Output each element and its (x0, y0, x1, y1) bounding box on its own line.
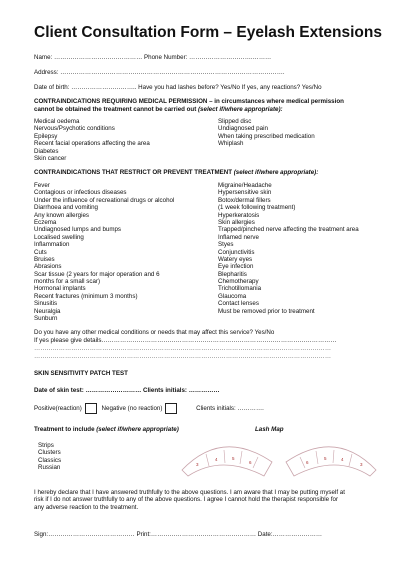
list-item[interactable]: Eczema (34, 218, 57, 226)
list-item[interactable]: Botox/dermal fillers (218, 196, 271, 204)
name-phone-field[interactable]: Name: ……………………….…………… Phone Number: ………………………….……… (34, 54, 272, 61)
list-item[interactable]: Hormonal implants (34, 285, 86, 293)
declaration-line: risk if I do not answer truthfully to any of the above questions. I agree I cannot hold the therapist responsible for (34, 496, 339, 504)
clients-initials-field[interactable]: Clients initials: …………. (196, 405, 264, 413)
list-item[interactable]: Epilepsy (34, 132, 58, 140)
treatment-heading-italic: (select if/where appropriate) (96, 426, 179, 433)
permission-heading-italic: (select if/where appropriate): (198, 105, 283, 113)
list-item[interactable]: Chemotherapy (218, 278, 259, 286)
permission-right-list (218, 118, 315, 148)
zone-number: 3 (196, 462, 199, 467)
list-item[interactable]: Undiagnosed lumps and bumps (34, 226, 122, 234)
details-continuation[interactable]: ……………………………………………………………………………………………………………………………… (34, 345, 331, 352)
list-item[interactable]: Blepharitis (218, 270, 247, 278)
treatment-heading (34, 426, 179, 433)
address-field[interactable]: Address: ………………………………………………………………………………………………. (34, 69, 285, 76)
list-item[interactable]: Inflammation (34, 241, 70, 249)
list-item[interactable]: Trapped/pinched nerve affecting the treatment area (218, 226, 359, 234)
list-item[interactable]: Medical oedema (34, 118, 80, 125)
list-item[interactable]: Scar tissue (2 years for major operation and 6 (34, 270, 160, 278)
list-item[interactable]: Glaucoma (218, 292, 247, 300)
list-item: months for a small scar) (34, 278, 101, 286)
list-item[interactable]: Diabetes (34, 147, 59, 155)
details-field[interactable]: If yes please give details…………………………………………………………………………………………………… (34, 337, 337, 344)
treatment-options (38, 442, 61, 472)
list-item[interactable]: Recent fractures (minimum 3 months) (34, 292, 138, 300)
list-item[interactable]: Cuts (34, 248, 47, 256)
permission-heading-bold: cannot be obtained the treatment cannot be carried out (34, 105, 198, 113)
patch-test-date-field[interactable]: Date of skin test: ……………………… Clients initials: …………… (34, 387, 220, 394)
list-item[interactable]: Watery eyes (218, 255, 253, 263)
zone-number: 4 (215, 457, 218, 462)
treatment-option-strips[interactable]: Strips (38, 442, 54, 449)
declaration-line: any adverse reaction to the treatment. (34, 503, 139, 511)
treatment-heading-bold: Treatment to include (34, 426, 97, 433)
list-item[interactable]: Contagious or infectious diseases (34, 189, 127, 197)
dob-lashes-field[interactable]: Date of birth: ………………………….. Have you had lashes before? Yes/No If yes, any reactions? Yes/No (34, 84, 322, 91)
list-item[interactable]: Diarrhoea and vomiting (34, 204, 98, 212)
details-continuation[interactable]: ……………………………………………………………………………………………………………………………… (34, 353, 331, 360)
permission-heading-line1: CONTRAINDICATIONS REQUIRING MEDICAL PERMISSION – in circumstances where medical permission (34, 98, 344, 105)
list-item[interactable]: Neuralgia (34, 307, 61, 315)
restrict-heading-italic: (select if/where appropriate): (233, 169, 319, 176)
treatment-option-russian[interactable]: Russian (38, 464, 61, 472)
negative-label: Negative (no reaction) (101, 405, 163, 413)
other-conditions-question[interactable]: Do you have any other medical conditions or needs that may affect this service? Yes/No (34, 329, 275, 336)
list-item[interactable]: Recent facial operations affecting the area (34, 140, 150, 148)
list-item[interactable]: Whiplash (218, 140, 244, 148)
right-lash-map[interactable] (280, 436, 380, 480)
list-item[interactable]: Contact lenses (218, 300, 259, 308)
list-item[interactable]: Sunburn (34, 315, 58, 323)
permission-left-list (34, 118, 150, 162)
list-item[interactable]: Styes (218, 241, 234, 249)
list-item[interactable]: Slipped disc (218, 118, 252, 125)
zone-number: 5 (324, 456, 327, 461)
zone-number: 4 (341, 457, 344, 462)
restrict-heading (34, 169, 318, 176)
list-item[interactable]: Hyperkeratosis (218, 211, 260, 219)
list-item[interactable]: Trichotillomania (218, 285, 262, 293)
patch-test-heading: SKIN SENSITIVITY PATCH TEST (34, 370, 128, 377)
positive-checkbox[interactable] (85, 403, 97, 414)
list-item[interactable]: Abrasions (34, 263, 62, 271)
signature-row[interactable]: Sign:…………………………………… Print:…………………………………………… Date:…………………… (34, 531, 323, 538)
lash-map-label: Lash Map (255, 426, 284, 433)
list-item[interactable]: Localised swelling (34, 233, 84, 241)
declaration-line: I hereby declare that I have answered truthfully to the above questions. I am aware that I may be putting myself at (34, 489, 345, 496)
list-item[interactable]: When taking prescribed medication (218, 132, 315, 140)
form-title: Client Consultation Form – Eyelash Extensions (34, 24, 382, 41)
zone-number: 3 (360, 462, 363, 467)
list-item[interactable]: Nervous/Psychotic conditions (34, 125, 115, 133)
zone-number: 5 (232, 456, 235, 461)
zone-number: 6 (249, 460, 252, 465)
list-item[interactable]: Sinusitis (34, 300, 58, 308)
list-item: (1 week following treatment) (218, 204, 296, 212)
list-item[interactable]: Any known allergies (34, 211, 90, 219)
treatment-option-classics[interactable]: Classics (38, 456, 62, 464)
permission-heading-line2 (34, 106, 283, 113)
list-item: Must be removed prior to treatment (218, 307, 315, 315)
list-item[interactable]: Hypersensitive skin (218, 189, 272, 197)
list-item[interactable]: Skin cancer (34, 154, 67, 162)
list-item[interactable]: Fever (34, 182, 50, 189)
positive-label: Positive(reaction) (34, 405, 82, 413)
restrict-right-list (218, 182, 359, 315)
patch-test-result-row (34, 403, 264, 414)
list-item[interactable]: Bruises (34, 255, 55, 263)
zone-number: 6 (306, 460, 309, 465)
list-item[interactable]: Eye infection (218, 263, 254, 271)
restrict-left-list (34, 182, 174, 322)
list-item[interactable]: Migraine/Headache (218, 182, 272, 189)
list-item[interactable]: Inflamed nerve (218, 233, 259, 241)
list-item[interactable]: Conjunctivitis (218, 248, 255, 256)
list-item[interactable]: Undiagnosed pain (218, 125, 268, 133)
list-item[interactable]: Under the influence of recreational drugs or alcohol (34, 196, 175, 204)
declaration-text (34, 489, 345, 511)
list-item[interactable]: Skin allergies (218, 218, 255, 226)
negative-checkbox[interactable] (165, 403, 177, 414)
restrict-heading-bold: CONTRAINDICATIONS THAT RESTRICT OR PREVENT TREATMENT (34, 169, 234, 176)
treatment-option-clusters[interactable]: Clusters (38, 449, 61, 457)
left-lash-map[interactable] (178, 436, 278, 480)
